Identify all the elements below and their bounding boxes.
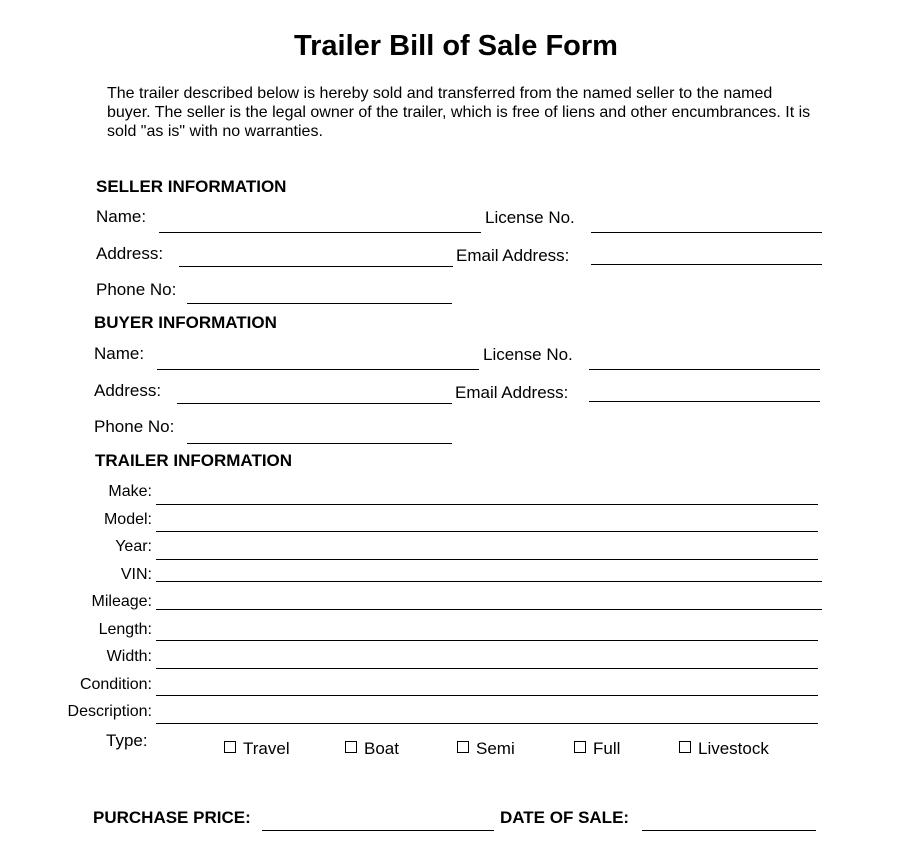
trailer-condition-label: Condition: <box>79 676 152 693</box>
trailer-length-label: Length: <box>98 621 152 638</box>
buyer-license-field[interactable] <box>589 369 820 370</box>
type-option-livestock[interactable] <box>679 739 769 759</box>
full-option-label: Full <box>593 739 621 758</box>
trailer-description-label: Description: <box>67 703 152 720</box>
trailer-vin-field[interactable] <box>156 581 822 582</box>
trailer-condition-field[interactable] <box>156 695 818 696</box>
buyer-phone-field[interactable] <box>187 443 452 444</box>
boat-checkbox[interactable] <box>345 741 357 753</box>
seller-phone-label: Phone No: <box>96 280 177 299</box>
buyer-address-label: Address: <box>94 381 162 400</box>
buyer-name-label: Name: <box>94 344 145 363</box>
full-checkbox[interactable] <box>574 741 586 753</box>
buyer-email-label: Email Address: <box>455 383 569 402</box>
intro-paragraph: The trailer described below is hereby sold and transferred from the named seller to the named buyer. The seller is the legal owner of the trailer, which is free of liens and other encumbrances. It is sold "as is" with no warranties. <box>107 85 811 140</box>
trailer-make-label: Make: <box>108 483 152 500</box>
trailer-model-label: Model: <box>103 511 152 528</box>
seller-address-label: Address: <box>96 244 164 263</box>
buyer-phone-label: Phone No: <box>94 417 175 436</box>
purchase-price-label: PURCHASE PRICE: <box>93 808 251 827</box>
trailer-year-field[interactable] <box>156 559 818 560</box>
date-of-sale-field[interactable] <box>642 830 816 831</box>
trailer-model-field[interactable] <box>156 531 818 532</box>
page-title: Trailer Bill of Sale Form <box>294 30 618 62</box>
trailer-year-label: Year: <box>115 538 152 555</box>
trailer-description-field[interactable] <box>156 723 818 724</box>
livestock-checkbox[interactable] <box>679 741 691 753</box>
travel-option-label: Travel <box>243 739 290 758</box>
boat-option-label: Boat <box>364 739 399 758</box>
seller-section-heading: SELLER INFORMATION <box>96 177 287 196</box>
type-option-travel[interactable] <box>224 739 290 759</box>
trailer-mileage-field[interactable] <box>156 609 822 610</box>
trailer-type-label: Type: <box>106 731 148 750</box>
travel-checkbox[interactable] <box>224 741 236 753</box>
trailer-length-field[interactable] <box>156 640 818 641</box>
seller-phone-field[interactable] <box>187 303 452 304</box>
seller-name-field[interactable] <box>159 232 481 233</box>
trailer-section-heading: TRAILER INFORMATION <box>95 451 293 470</box>
buyer-address-field[interactable] <box>177 403 452 404</box>
purchase-price-field[interactable] <box>262 830 494 831</box>
trailer-vin-label: VIN: <box>120 566 152 583</box>
date-of-sale-label: DATE OF SALE: <box>500 808 630 827</box>
type-option-semi[interactable] <box>457 739 515 759</box>
buyer-name-field[interactable] <box>157 369 479 370</box>
seller-email-field[interactable] <box>591 264 822 265</box>
buyer-email-field[interactable] <box>589 401 820 402</box>
livestock-option-label: Livestock <box>698 739 769 758</box>
seller-address-field[interactable] <box>179 266 453 267</box>
buyer-license-label: License No. <box>483 345 573 364</box>
seller-license-field[interactable] <box>591 232 822 233</box>
trailer-width-field[interactable] <box>156 668 818 669</box>
semi-checkbox[interactable] <box>457 741 469 753</box>
trailer-make-field[interactable] <box>156 504 818 505</box>
trailer-width-label: Width: <box>106 648 152 665</box>
seller-email-label: Email Address: <box>456 246 570 265</box>
buyer-section-heading: BUYER INFORMATION <box>94 313 277 332</box>
seller-license-label: License No. <box>485 208 575 227</box>
semi-option-label: Semi <box>476 739 515 758</box>
type-option-boat[interactable] <box>345 739 399 759</box>
trailer-mileage-label: Mileage: <box>91 593 152 610</box>
type-option-full[interactable] <box>574 739 620 759</box>
seller-name-label: Name: <box>96 207 147 226</box>
